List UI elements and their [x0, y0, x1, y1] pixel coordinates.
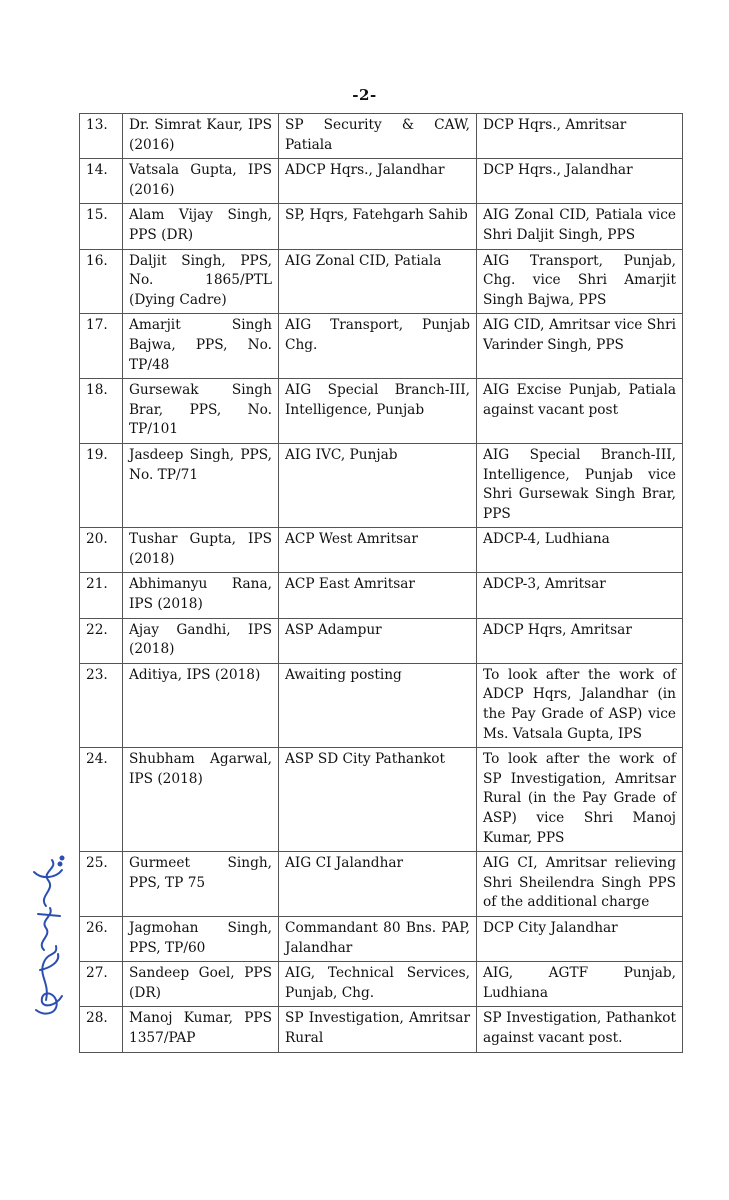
present-posting-cell: SP Investigation, Amritsar Rural [279, 1007, 477, 1052]
serial-number-cell: 15. [80, 204, 123, 249]
officer-name-cell: Jagmohan Singh, PPS, TP/60 [123, 916, 279, 961]
present-posting-cell: ACP East Amritsar [279, 573, 477, 618]
new-posting-cell: AIG Special Branch-III, Intelligence, Punjab vice Shri Gursewak Singh Brar, PPS [477, 443, 683, 527]
table-row [80, 663, 683, 747]
new-posting-cell: AIG Zonal CID, Patiala vice Shri Daljit Singh, PPS [477, 204, 683, 249]
present-posting-cell: AIG IVC, Punjab [279, 443, 477, 527]
serial-number-cell: 23. [80, 663, 123, 747]
new-posting-cell: ADCP-4, Ludhiana [477, 528, 683, 573]
officer-name-cell: Manoj Kumar, PPS 1357/PAP [123, 1007, 279, 1052]
serial-number-cell: 17. [80, 314, 123, 379]
table-row [80, 962, 683, 1007]
transfer-table [79, 113, 683, 1053]
present-posting-cell: Awaiting posting [279, 663, 477, 747]
table-row [80, 748, 683, 852]
officer-name-cell: Amarjit Singh Bajwa, PPS, No. TP/48 [123, 314, 279, 379]
present-posting-cell: ACP West Amritsar [279, 528, 477, 573]
serial-number-cell: 27. [80, 962, 123, 1007]
present-posting-cell: AIG Special Branch-III, Intelligence, Punjab [279, 379, 477, 444]
serial-number-cell: 18. [80, 379, 123, 444]
officer-name-cell: Aditiya, IPS (2018) [123, 663, 279, 747]
present-posting-cell: AIG Transport, Punjab Chg. [279, 314, 477, 379]
table-row [80, 159, 683, 204]
table-row [80, 443, 683, 527]
new-posting-cell: DCP City Jalandhar [477, 916, 683, 961]
present-posting-cell: AIG CI Jalandhar [279, 852, 477, 917]
serial-number-cell: 28. [80, 1007, 123, 1052]
new-posting-cell: To look after the work of ADCP Hqrs, Jalandhar (in the Pay Grade of ASP) vice Ms. Vatsala Gupta, IPS [477, 663, 683, 747]
officer-name-cell: Gursewak Singh Brar, PPS, No. TP/101 [123, 379, 279, 444]
new-posting-cell: AIG CI, Amritsar relieving Shri Sheilendra Singh PPS of the additional charge [477, 852, 683, 917]
table-row [80, 379, 683, 444]
new-posting-cell: DCP Hqrs., Jalandhar [477, 159, 683, 204]
present-posting-cell: AIG Zonal CID, Patiala [279, 249, 477, 314]
officer-name-cell: Tushar Gupta, IPS (2018) [123, 528, 279, 573]
transfer-table-body [80, 114, 683, 1053]
new-posting-cell: AIG CID, Amritsar vice Shri Varinder Singh, PPS [477, 314, 683, 379]
serial-number-cell: 13. [80, 114, 123, 159]
officer-name-cell: Alam Vijay Singh, PPS (DR) [123, 204, 279, 249]
officer-name-cell: Dr. Simrat Kaur, IPS (2016) [123, 114, 279, 159]
new-posting-cell: AIG Transport, Punjab, Chg. vice Shri Amarjit Singh Bajwa, PPS [477, 249, 683, 314]
new-posting-cell: To look after the work of SP Investigation, Amritsar Rural (in the Pay Grade of ASP) vice Shri Manoj Kumar, PPS [477, 748, 683, 852]
serial-number-cell: 19. [80, 443, 123, 527]
present-posting-cell: ASP Adampur [279, 618, 477, 663]
new-posting-cell: AIG Excise Punjab, Patiala against vacant post [477, 379, 683, 444]
table-row [80, 916, 683, 961]
officer-name-cell: Ajay Gandhi, IPS (2018) [123, 618, 279, 663]
new-posting-cell: SP Investigation, Pathankot against vacant post. [477, 1007, 683, 1052]
present-posting-cell: AIG, Technical Services, Punjab, Chg. [279, 962, 477, 1007]
table-row [80, 1007, 683, 1052]
serial-number-cell: 25. [80, 852, 123, 917]
table-row [80, 249, 683, 314]
serial-number-cell: 26. [80, 916, 123, 961]
new-posting-cell: DCP Hqrs., Amritsar [477, 114, 683, 159]
page-number: -2- [352, 86, 377, 104]
officer-name-cell: Daljit Singh, PPS, No. 1865/PTL (Dying Cadre) [123, 249, 279, 314]
officer-name-cell: Sandeep Goel, PPS (DR) [123, 962, 279, 1007]
table-row [80, 618, 683, 663]
serial-number-cell: 24. [80, 748, 123, 852]
officer-name-cell: Vatsala Gupta, IPS (2016) [123, 159, 279, 204]
serial-number-cell: 20. [80, 528, 123, 573]
officer-name-cell: Shubham Agarwal, IPS (2018) [123, 748, 279, 852]
serial-number-cell: 21. [80, 573, 123, 618]
officer-name-cell: Jasdeep Singh, PPS, No. TP/71 [123, 443, 279, 527]
serial-number-cell: 22. [80, 618, 123, 663]
table-row [80, 204, 683, 249]
signature [16, 850, 78, 1026]
new-posting-cell: ADCP Hqrs, Amritsar [477, 618, 683, 663]
present-posting-cell: ADCP Hqrs., Jalandhar [279, 159, 477, 204]
table-row [80, 573, 683, 618]
present-posting-cell: ASP SD City Pathankot [279, 748, 477, 852]
officer-name-cell: Abhimanyu Rana, IPS (2018) [123, 573, 279, 618]
table-row [80, 314, 683, 379]
serial-number-cell: 14. [80, 159, 123, 204]
table-row [80, 528, 683, 573]
new-posting-cell: AIG, AGTF Punjab, Ludhiana [477, 962, 683, 1007]
table-row [80, 852, 683, 917]
new-posting-cell: ADCP-3, Amritsar [477, 573, 683, 618]
present-posting-cell: SP, Hqrs, Fatehgarh Sahib [279, 204, 477, 249]
present-posting-cell: Commandant 80 Bns. PAP, Jalandhar [279, 916, 477, 961]
serial-number-cell: 16. [80, 249, 123, 314]
present-posting-cell: SP Security & CAW, Patiala [279, 114, 477, 159]
officer-name-cell: Gurmeet Singh, PPS, TP 75 [123, 852, 279, 917]
table-row [80, 114, 683, 159]
